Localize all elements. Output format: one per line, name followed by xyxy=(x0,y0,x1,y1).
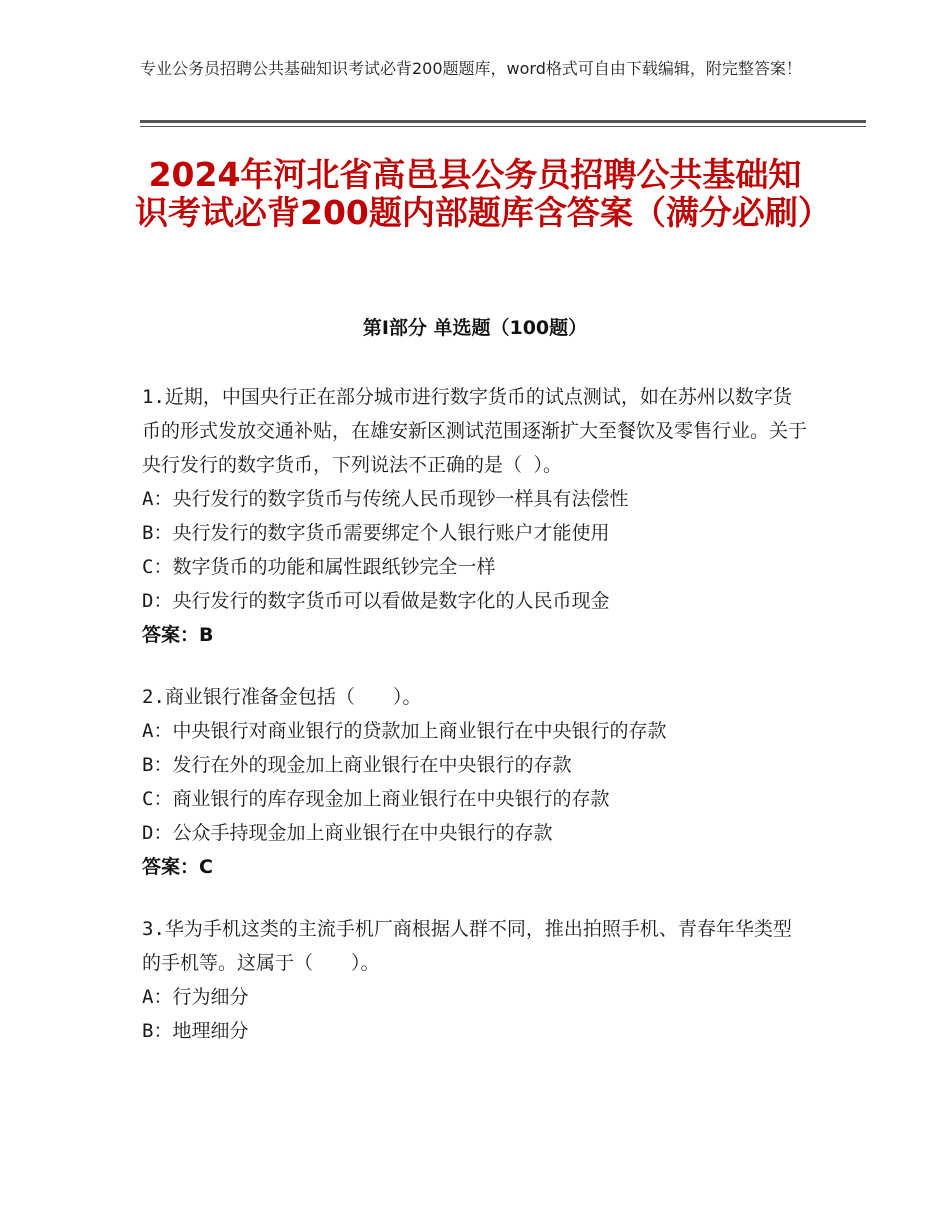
question-answer: 答案：B xyxy=(142,624,214,646)
question-option: B：地理细分 xyxy=(142,1020,249,1042)
question-option: A：央行发行的数字货币与传统人民币现钞一样具有法偿性 xyxy=(142,488,629,510)
question-stem: 1.近期，中国央行正在部分城市进行数字货币的试点测试，如在苏州以数字货币的形式发放交通补贴，在雄安新区测试范围逐渐扩大至餐饮及零售行业。关于央行发行的数字货币，下列说法不正确的是（ ）。 xyxy=(142,386,808,476)
question-item xyxy=(142,912,807,1048)
question-option: C：数字货币的功能和属性跟纸钞完全一样 xyxy=(142,556,496,578)
document-title: 2024年河北省高邑县公务员招聘公共基础知识考试必背200题内部题库含答案（满分必刷） xyxy=(135,155,831,232)
question-option: A：中央银行对商业银行的贷款加上商业银行在中央银行的存款 xyxy=(142,720,667,742)
header-note: 专业公务员招聘公共基础知识考试必背200题题库，word格式可自由下载编辑，附完整答案！ xyxy=(140,59,802,78)
question-answer: 答案：C xyxy=(142,856,213,878)
question-option: D：央行发行的数字货币可以看做是数字化的人民币现金 xyxy=(142,590,610,612)
question-option: B：发行在外的现金加上商业银行在中央银行的存款 xyxy=(142,754,572,776)
question-item xyxy=(142,380,807,652)
question-option: B：央行发行的数字货币需要绑定个人银行账户才能使用 xyxy=(142,522,610,544)
question-stem: 3.华为手机这类的主流手机厂商根据人群不同，推出拍照手机、青春年华类型的手机等。这属于（ ）。 xyxy=(142,918,792,974)
question-option: A：行为细分 xyxy=(142,986,249,1008)
question-stem: 2.商业银行准备金包括（ ）。 xyxy=(142,686,422,708)
section-heading: 第Ⅰ部分 单选题（100题） xyxy=(362,317,588,339)
question-option: C：商业银行的库存现金加上商业银行在中央银行的存款 xyxy=(142,788,610,810)
question-list xyxy=(142,380,807,1076)
question-option: D：公众手持现金加上商业银行在中央银行的存款 xyxy=(142,822,553,844)
header-divider-thin xyxy=(140,126,866,127)
question-item xyxy=(142,680,807,884)
header-divider-thick xyxy=(140,120,866,123)
